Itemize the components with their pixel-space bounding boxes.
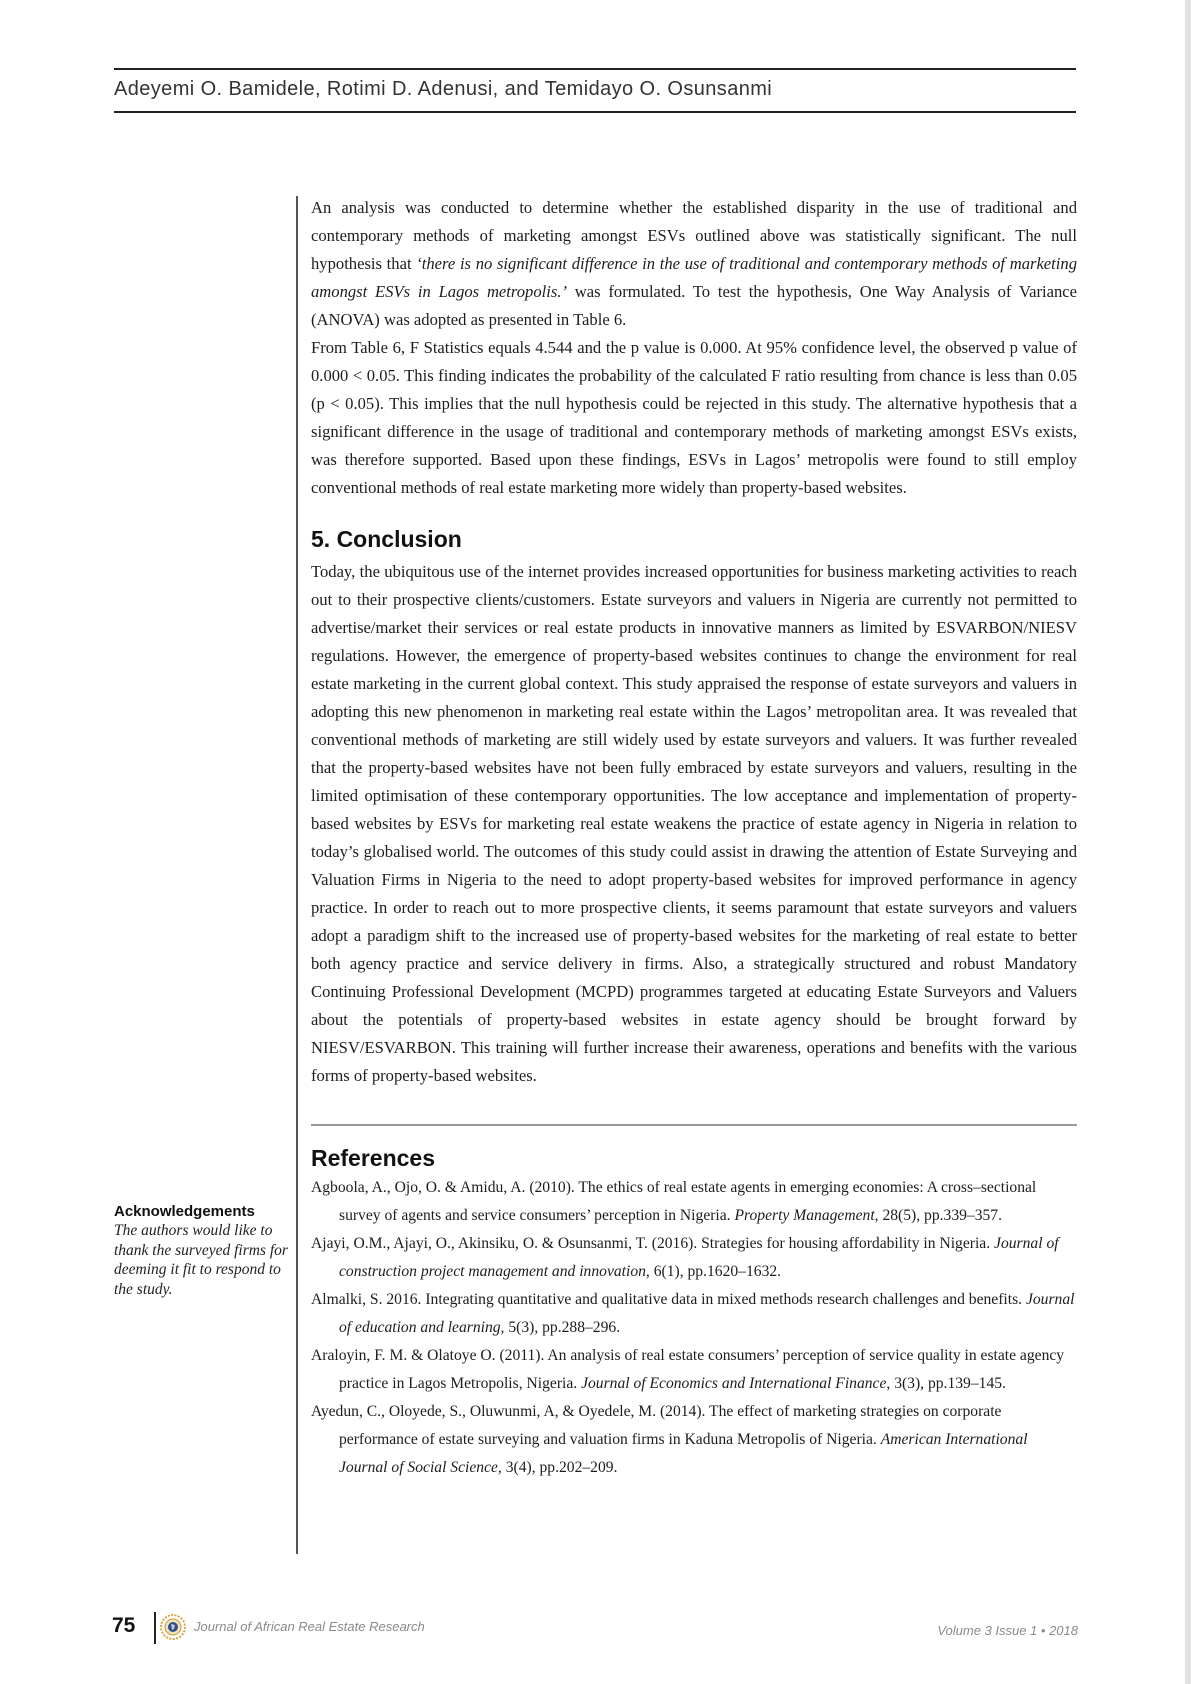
column-divider [296, 196, 298, 1554]
paragraph-anova-intro [311, 194, 1077, 334]
reference-details: , 28(5), pp.339–357. [874, 1207, 1002, 1224]
page-edge-strip [1185, 0, 1191, 1684]
null-hypothesis-quote: ‘there is no significant difference in the use of traditional and contemporary methods of marketing amongst ESVs in Lagos metropolis.’ [311, 254, 1077, 301]
references-divider [311, 1124, 1077, 1126]
journal-logo-icon [160, 1614, 186, 1640]
reference-text: Ajayi, O.M., Ajayi, O., Akinsiku, O. & Osunsanmi, T. (2016). Strategies for housing affordability in Nigeria. [311, 1235, 995, 1252]
page-footer [0, 1610, 1191, 1650]
reference-text: Araloyin, F. M. & Olatoye O. (2011). An analysis of real estate consumers’ perception of service quality in estate agency practice in Lagos Metropolis, Nigeria. [311, 1347, 1065, 1392]
reference-item [311, 1342, 1077, 1398]
reference-text: Agboola, A., Ojo, O. & Amidu, A. (2010). The ethics of real estate agents in emerging economies: A cross–sectional survey of agents and service consumers’ perception in Nigeria. [311, 1179, 1037, 1224]
paragraph-text: An analysis was conducted to determine whether the established disparity in the use of traditional and contemporary methods of marketing amongst ESVs outlined above was statistically significant. The null hypothesis that [311, 198, 1077, 273]
conclusion-heading: 5. Conclusion [311, 526, 462, 552]
reference-details: 5(3), pp.288–296. [504, 1319, 621, 1336]
header-rule-bottom [114, 111, 1076, 113]
reference-source: Journal of Economics and International Finance [581, 1375, 887, 1392]
reference-details: , 3(3), pp.139–145. [886, 1375, 1006, 1392]
paragraph-text: was formulated. To test the hypothesis, One Way Analysis of Variance (ANOVA) was adopted as presented in Table 6. [311, 282, 1077, 329]
header-rule-top [114, 68, 1076, 70]
reference-text: Ayedun, C., Oloyede, S., Oluwunmi, A, & Oyedele, M. (2014). The effect of marketing strategies on corporate performance of estate surveying and valuation firms in Kaduna Metropolis of Nigeria. [311, 1403, 1002, 1448]
footer-divider [154, 1612, 156, 1644]
journal-name: Journal of African Real Estate Research [194, 1619, 425, 1634]
reference-source: American International Journal of Social Science, [339, 1431, 1028, 1476]
acknowledgements-text: The authors would like to thank the surveyed firms for deeming it fit to respond to the study. [114, 1222, 288, 1298]
acknowledgements-title: Acknowledgements [114, 1203, 255, 1220]
running-header-authors: Adeyemi O. Bamidele, Rotimi D. Adenusi, and Temidayo O. Osunsanmi [114, 78, 773, 100]
reference-source: Journal of education and learning, [339, 1291, 1075, 1336]
volume-issue: Volume 3 Issue 1 • 2018 [937, 1623, 1078, 1638]
reference-source: Property Management [734, 1207, 875, 1224]
reference-text: Almalki, S. 2016. Integrating quantitative and qualitative data in mixed methods research challenges and benefits. [311, 1291, 1026, 1308]
conclusion-paragraph: Today, the ubiquitous use of the internet provides increased opportunities for business marketing activities to reach out to their prospective clients/customers. Estate surveyors and valuers in Nigeria are currently not permitted to advertise/market their services or real estate products in innovative manners as limited by ESVARBON/NIESV regulations. However, the emergence of property-based websites continues to change the environment for real estate marketing in the current global context. This study appraised the response of estate surveyors and valuers in adopting this new phenomenon in marketing real estate within the Lagos’ metropolitan area. It was revealed that conventional methods of marketing are still widely used by estate surveyors and valuers. It was further revealed that the property-based websites have not been fully embraced by estate surveyors and valuers, resulting in the limited optimisation of these contemporary opportunities. The low acceptance and implementation of property-based websites by ESVs for marketing real estate weakens the practice of estate agency in Nigeria in relation to today’s globalised world. The outcomes of this study could assist in drawing the attention of Estate Surveying and Valuation Firms in Nigeria to the need to adopt property-based websites for improved performance in agency practice. In order to reach out to more prospective clients, it seems paramount that estate surveyors and valuers adopt a paradigm shift to the increased use of property-based websites for the marketing of real estate to better both agency practice and service delivery in firms. Also, a strategically structured and robust Mandatory Continuing Professional Development (MCPD) programmes targeted at educating Estate Surveyors and Valuers about the potentials of property-based websites in estate agency should be brought forward by NIESV/ESVARBON. This training will further increase their awareness, operations and benefits with the various forms of property-based websites. [311, 562, 1077, 1085]
page-number: 75 [112, 1614, 136, 1637]
acknowledgements-sidebar [114, 1203, 290, 1299]
reference-details: 3(4), pp.202–209. [501, 1459, 618, 1476]
references-list [311, 1174, 1077, 1482]
reference-item [311, 1230, 1077, 1286]
reference-item [311, 1174, 1077, 1230]
reference-details: , 6(1), pp.1620–1632. [645, 1263, 782, 1280]
reference-source: Journal of construction project management and innovation [339, 1235, 1059, 1280]
references-heading: References [311, 1145, 436, 1171]
paragraph-anova-results: From Table 6, F Statistics equals 4.544 and the p value is 0.000. At 95% confidence level, the observed p value of 0.000 < 0.05. This finding indicates the probability of the calculated F ratio resulting from chance is less than 0.05 (p < 0.05). This implies that the null hypothesis could be rejected in this study. The alternative hypothesis that a significant difference in the usage of traditional and contemporary methods of marketing amongst ESVs exists, was therefore supported. Based upon these findings, ESVs in Lagos’ metropolis were found to still employ conventional methods of real estate marketing more widely than property-based websites. [311, 338, 1077, 497]
reference-item [311, 1286, 1077, 1342]
main-column [311, 194, 1077, 1482]
reference-item [311, 1398, 1077, 1482]
